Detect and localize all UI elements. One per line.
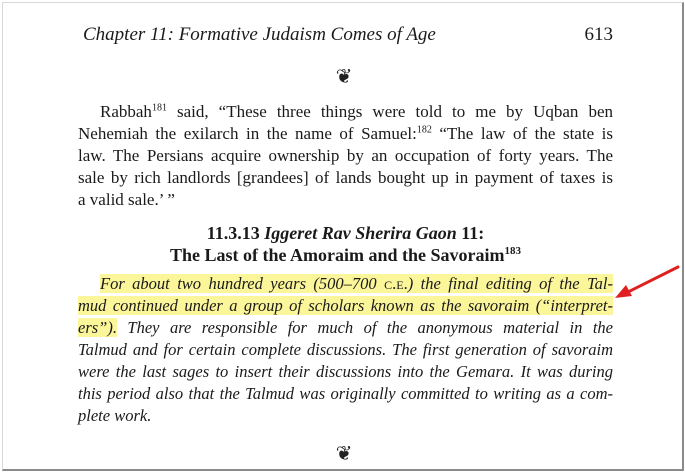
- chapter-title: Chapter 11: Formative Judaism Comes of Age: [83, 24, 436, 45]
- section-heading-line: The Last of the Amoraim and the Savoraim$^{183}$: [170, 245, 521, 265]
- page-number: 613: [584, 24, 613, 45]
- red-arrow-icon: [612, 264, 682, 304]
- fleuron-icon: ❦: [335, 64, 353, 88]
- footnote-marker[interactable]: 182: [416, 124, 432, 136]
- highlighted-text: mud continued under a group of scholars known as the savoraim (“interpret-: [78, 296, 613, 315]
- fleuron-icon: ❦: [335, 441, 353, 465]
- text-line: Nehemiah the exilarch in the name of Samuel:$^{182}$ “The law of the state is: [78, 124, 613, 143]
- text-line: [78, 273, 613, 295]
- text-line: law. The Persians acquire ownership by an occupation of forty years. The: [78, 146, 613, 165]
- text-line: [78, 295, 613, 317]
- highlighted-text: For about two hundred years (500–700 c.e.) the final editing of the Tal-: [100, 274, 614, 293]
- section-heading-line: 11.3.13 Iggeret Rav Sherira Gaon 11:: [206, 223, 485, 243]
- text-line: a valid sale.’ ”: [78, 190, 175, 209]
- body-paragraph: [78, 273, 613, 427]
- section-heading: [78, 222, 613, 266]
- text-line: Talmud and for certain complete discussions. The first generation of savoraim: [78, 340, 613, 359]
- text-line: this period also that the Talmud was originally committed to writing as a com-: [78, 384, 613, 403]
- footnote-marker[interactable]: 183: [504, 245, 521, 257]
- running-head: [83, 24, 613, 46]
- text-line: ers”). They are responsible for much of the anonymous material in the: [78, 318, 613, 337]
- quotation-paragraph: [78, 101, 613, 211]
- text-line: plete work.: [78, 406, 152, 425]
- text-line: were the last sages to insert their discussions into the Gemara. It was during: [78, 362, 613, 381]
- text-line: Rabbah$^{181}$ said, “These three things were told to me by Uqban ben: [100, 102, 613, 121]
- highlighted-text: ers”).: [78, 318, 117, 337]
- text-line: sale by rich landlords [grandees] of lands bought up in payment of taxes is: [78, 168, 613, 187]
- footnote-marker[interactable]: 181: [151, 102, 167, 114]
